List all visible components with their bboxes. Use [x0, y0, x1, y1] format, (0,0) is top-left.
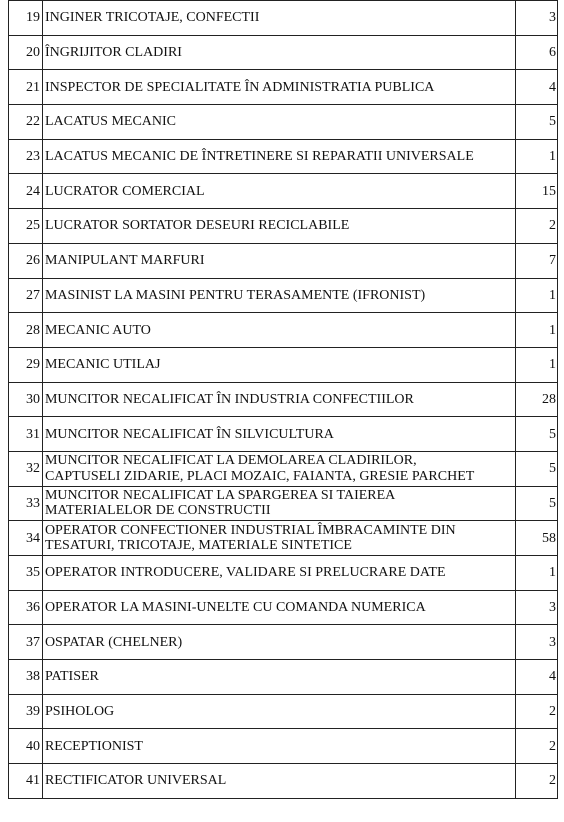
row-number: 30	[9, 383, 43, 417]
occupation-name: OPERATOR CONFECTIONER INDUSTRIAL ÎMBRACAMINTE DIN TESATURI, TRICOTAJE, MATERIALE SINTETICE	[43, 521, 516, 555]
row-number: 39	[9, 695, 43, 729]
row-number: 22	[9, 105, 43, 139]
occupation-name: MECANIC AUTO	[43, 313, 516, 347]
table-row	[8, 244, 558, 279]
occupation-name: LACATUS MECANIC	[43, 105, 516, 139]
occupation-name: OSPATAR (CHELNER)	[43, 625, 516, 659]
vacancy-count: 58	[516, 521, 558, 555]
vacancy-count: 5	[516, 105, 558, 139]
table-row	[8, 348, 558, 383]
row-number: 36	[9, 591, 43, 625]
occupation-name: LUCRATOR COMERCIAL	[43, 174, 516, 208]
occupation-name: MUNCITOR NECALIFICAT LA SPARGEREA SI TAIEREA MATERIALELOR DE CONSTRUCTII	[43, 487, 516, 521]
table-row	[8, 279, 558, 314]
vacancy-count: 4	[516, 660, 558, 694]
row-number: 34	[9, 521, 43, 555]
row-number: 29	[9, 348, 43, 382]
occupation-name: INSPECTOR DE SPECIALITATE ÎN ADMINISTRATIA PUBLICA	[43, 70, 516, 104]
row-number: 41	[9, 764, 43, 798]
occupation-name: PSIHOLOG	[43, 695, 516, 729]
vacancy-count: 5	[516, 452, 558, 486]
occupation-name: MASINIST LA MASINI PENTRU TERASAMENTE (IFRONIST)	[43, 279, 516, 313]
table-row	[8, 625, 558, 660]
vacancy-count: 1	[516, 556, 558, 590]
row-number: 37	[9, 625, 43, 659]
vacancy-count: 28	[516, 383, 558, 417]
jobs-table	[8, 0, 558, 799]
occupation-name: LACATUS MECANIC DE ÎNTRETINERE SI REPARATII UNIVERSALE	[43, 140, 516, 174]
table-row	[8, 36, 558, 71]
vacancy-count: 15	[516, 174, 558, 208]
row-number: 21	[9, 70, 43, 104]
table-row	[8, 209, 558, 244]
vacancy-count: 2	[516, 729, 558, 763]
row-number: 32	[9, 452, 43, 486]
row-number: 20	[9, 36, 43, 70]
vacancy-count: 3	[516, 625, 558, 659]
table-row	[8, 487, 558, 522]
occupation-name: MANIPULANT MARFURI	[43, 244, 516, 278]
occupation-name: OPERATOR INTRODUCERE, VALIDARE SI PRELUCRARE DATE	[43, 556, 516, 590]
vacancy-count: 2	[516, 209, 558, 243]
row-number: 25	[9, 209, 43, 243]
table-row	[8, 70, 558, 105]
table-row	[8, 452, 558, 487]
row-number: 26	[9, 244, 43, 278]
row-number: 28	[9, 313, 43, 347]
vacancy-count: 5	[516, 487, 558, 521]
vacancy-count: 6	[516, 36, 558, 70]
row-number: 38	[9, 660, 43, 694]
occupation-name: PATISER	[43, 660, 516, 694]
vacancy-count: 7	[516, 244, 558, 278]
row-number: 35	[9, 556, 43, 590]
vacancy-count: 1	[516, 279, 558, 313]
vacancy-count: 1	[516, 348, 558, 382]
table-row	[8, 105, 558, 140]
table-row	[8, 591, 558, 626]
occupation-name: MUNCITOR NECALIFICAT ÎN INDUSTRIA CONFECTIILOR	[43, 383, 516, 417]
table-row	[8, 660, 558, 695]
occupation-name: RECTIFICATOR UNIVERSAL	[43, 764, 516, 798]
row-number: 19	[9, 1, 43, 35]
row-number: 24	[9, 174, 43, 208]
row-number: 40	[9, 729, 43, 763]
table-row	[8, 1, 558, 36]
table-row	[8, 313, 558, 348]
vacancy-count: 2	[516, 695, 558, 729]
table-row	[8, 764, 558, 799]
vacancy-count: 4	[516, 70, 558, 104]
vacancy-count: 1	[516, 140, 558, 174]
occupation-name: RECEPTIONIST	[43, 729, 516, 763]
vacancy-count: 5	[516, 417, 558, 451]
occupation-name: MECANIC UTILAJ	[43, 348, 516, 382]
row-number: 23	[9, 140, 43, 174]
table-row	[8, 140, 558, 175]
occupation-name: MUNCITOR NECALIFICAT LA DEMOLAREA CLADIRILOR, CAPTUSELI ZIDARIE, PLACI MOZAIC, FAIANTA, GRESIE PARCHET	[43, 452, 516, 486]
table-row	[8, 174, 558, 209]
occupation-name: OPERATOR LA MASINI-UNELTE CU COMANDA NUMERICA	[43, 591, 516, 625]
occupation-name: LUCRATOR SORTATOR DESEURI RECICLABILE	[43, 209, 516, 243]
vacancy-count: 2	[516, 764, 558, 798]
vacancy-count: 3	[516, 1, 558, 35]
table-row	[8, 521, 558, 556]
table-row	[8, 729, 558, 764]
occupation-name: ÎNGRIJITOR CLADIRI	[43, 36, 516, 70]
table-row	[8, 417, 558, 452]
vacancy-count: 1	[516, 313, 558, 347]
occupation-name: INGINER TRICOTAJE, CONFECTII	[43, 1, 516, 35]
occupation-name: MUNCITOR NECALIFICAT ÎN SILVICULTURA	[43, 417, 516, 451]
vacancy-count: 3	[516, 591, 558, 625]
row-number: 27	[9, 279, 43, 313]
row-number: 33	[9, 487, 43, 521]
table-row	[8, 556, 558, 591]
table-row	[8, 695, 558, 730]
table-row	[8, 383, 558, 418]
row-number: 31	[9, 417, 43, 451]
